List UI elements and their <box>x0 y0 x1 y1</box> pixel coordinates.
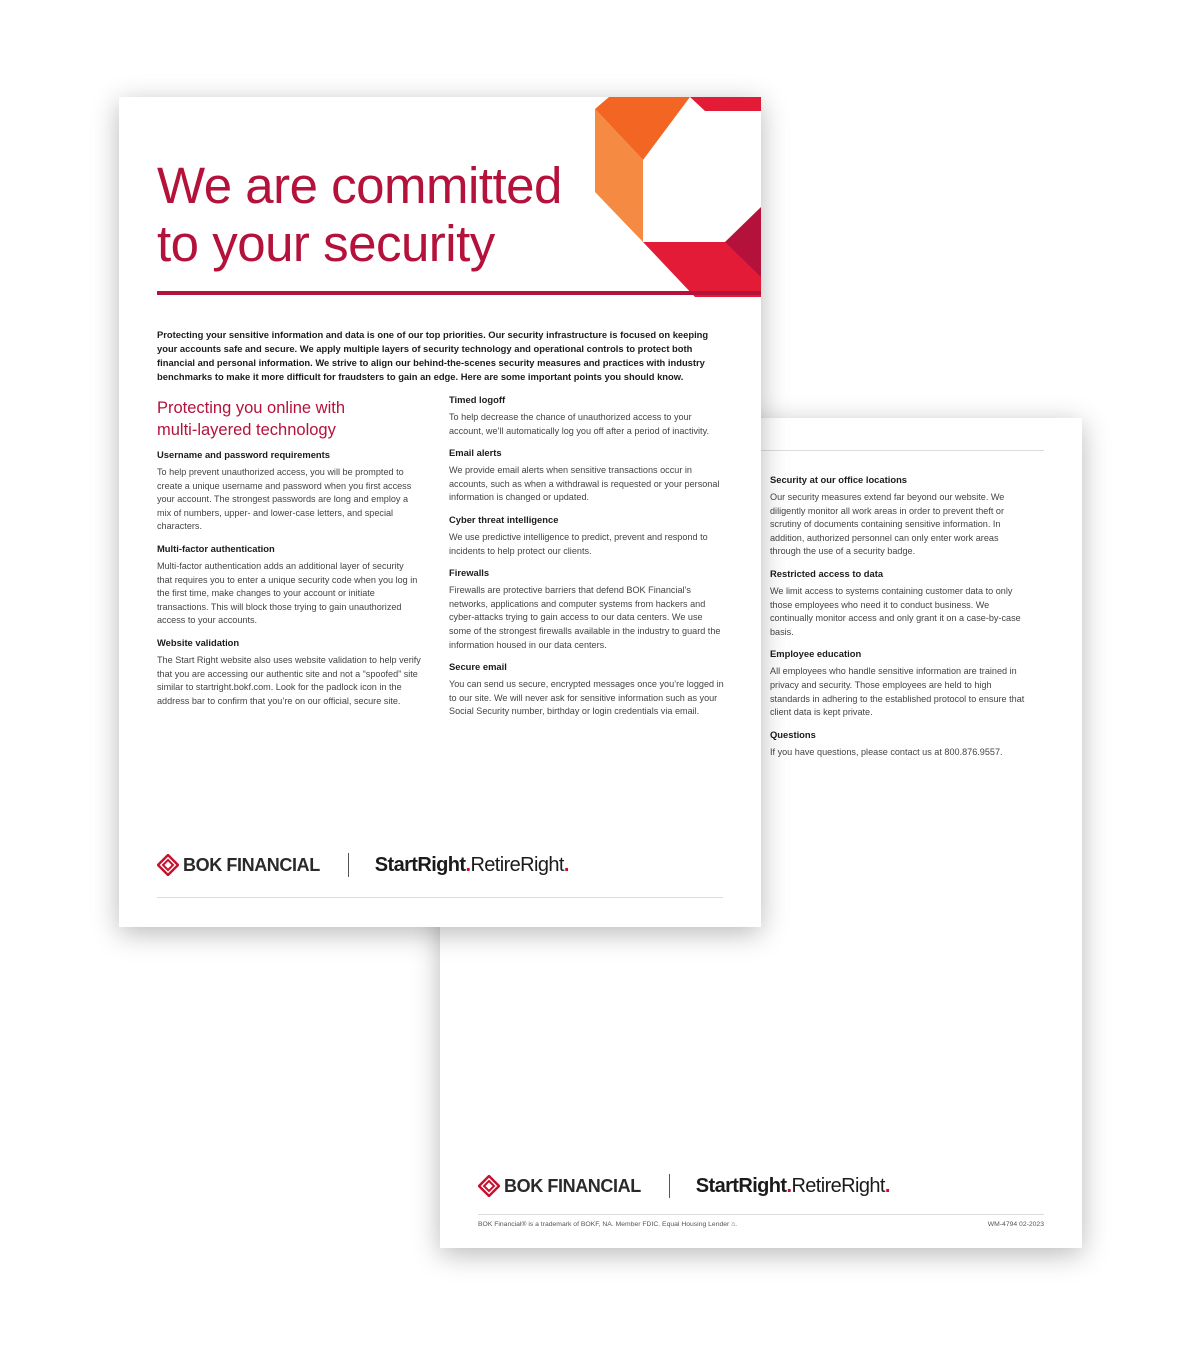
section-subhead <box>157 397 421 441</box>
section-heading: Firewalls <box>449 567 490 579</box>
section-body: We limit access to systems containing customer data to only those employees who need it to conduct business. We continually monitor access and only grant it on a case-by-case basis. <box>770 585 1021 637</box>
section-heading: Username and password requirements <box>157 449 330 460</box>
title-rule <box>157 291 761 295</box>
section-body: To help prevent unauthorized access, you will be prompted to create a unique username and password when you first access your account. The strongest passwords are long and employ a mix of numbers, upper- and lower-case letters, and special characters. <box>157 467 412 532</box>
section-heading: Email alerts <box>449 447 502 459</box>
legal-text: BOK Financial® is a trademark of BOKF, NA. Member FDIC. Equal Housing Lender ⌂. <box>478 1221 738 1228</box>
startright-text: StartRight <box>374 853 466 876</box>
section-username-password <box>157 449 421 534</box>
retireright-text: RetireRight <box>791 1174 885 1197</box>
section-office-security <box>770 474 1030 559</box>
section-heading: Timed logoff <box>449 394 506 405</box>
bok-financial-wordmark: BOK FINANCIAL <box>183 854 320 875</box>
right-column <box>449 394 725 728</box>
footer-rule <box>478 1214 1044 1215</box>
wordmark-dot: . <box>786 1174 792 1197</box>
section-body: Our security measures extend far beyond our website. We diligently monitor all work areas in order to prevent theft or scrutiny of documents containing sensitive information. In addition, authorized personnel can only enter work areas through the use of a security badge. <box>770 492 1005 557</box>
subhead-line: Protecting you online with <box>157 399 346 417</box>
section-firewalls <box>449 567 725 652</box>
title-line: We are committed <box>157 157 562 214</box>
logo-divider <box>669 1174 670 1198</box>
section-body: Multi-factor authentication adds an additional layer of security that requires you to enter a unique security code when you log in the first time, make changes to your account or initiate transactions. This will block those trying to gain unauthorized access to your accounts. <box>157 560 418 626</box>
logo-divider <box>348 853 349 877</box>
section-heading: Website validation <box>157 636 240 648</box>
section-body: You can send us secure, encrypted messages once you’re logged in to our site. We will never ask for sensitive information such as your Social Security number, birthday or login credentials via email. <box>449 679 724 717</box>
section-heading: Cyber threat intelligence <box>449 513 559 525</box>
back-column <box>770 474 1030 768</box>
section-body: We use predictive intelligence to predict, prevent and respond to incidents to help protect our clients. <box>449 531 708 556</box>
footer-rule <box>157 897 723 898</box>
page-title <box>157 157 617 273</box>
wordmark-dot: . <box>563 853 569 876</box>
front-logo-bar <box>157 853 569 877</box>
startright-retireright-wordmark <box>696 1175 890 1198</box>
section-body: If you have questions, please contact us at 800.876.9557. <box>770 746 1003 757</box>
startright-text: StartRight <box>695 1174 787 1197</box>
section-website-validation <box>157 637 421 708</box>
front-page <box>119 97 761 927</box>
section-questions <box>770 729 1030 760</box>
wordmark-dot: . <box>465 853 471 876</box>
wordmark-dot: . <box>884 1174 890 1197</box>
section-body: We provide email alerts when sensitive transactions occur in accounts, such as when a withdrawal is requested or your personal information is changed or updated. <box>449 465 720 503</box>
corner-decoration-graphic <box>595 97 761 297</box>
section-heading: Employee education <box>770 648 862 660</box>
section-cyber-threat <box>449 514 725 558</box>
section-heading: Multi-factor authentication <box>157 542 275 554</box>
document-code: WM-4794 02-2023 <box>987 1221 1044 1228</box>
retireright-text: RetireRight <box>470 853 564 876</box>
section-restricted-access <box>770 568 1030 639</box>
section-heading: Secure email <box>449 661 507 673</box>
section-body: Firewalls are protective barriers that defend BOK Financial’s networks, applications and computer systems from hackers and cyber-attacks trying to gain access to our data centers. We use some of the strongest firewalls available in the industry to guard the information housed in our data centers. <box>449 585 721 650</box>
section-body: All employees who handle sensitive information are trained in privacy and security. Those employees are held to high standards in adhering to the established protocol to ensure that client data is kept private. <box>770 666 1025 718</box>
section-timed-logoff <box>449 394 725 438</box>
section-email-alerts <box>449 447 725 505</box>
section-body: To help decrease the chance of unauthorized access to your account, we’ll automatically log you off after a period of inactivity. <box>449 412 709 436</box>
section-heading: Security at our office locations <box>770 474 908 485</box>
section-secure-email <box>449 661 725 719</box>
bok-financial-wordmark: BOK FINANCIAL <box>504 1175 641 1196</box>
bok-financial-logo-icon <box>157 854 179 876</box>
title-line: to your security <box>157 215 495 272</box>
bok-financial-logo-icon <box>478 1175 500 1197</box>
section-heading: Questions <box>770 728 816 740</box>
section-body: The Start Right website also uses website validation to help verify that you are accessing our authentic site and not a “spoofed” site similar to startright.bokf.com. Look for the padlock icon in the address bar to confirm that you’re on our official, secure site. <box>157 654 421 706</box>
intro-paragraph: Protecting your sensitive information and data is one of our top priorities. Our security infrastructure is focused on keeping your accounts safe and secure. We apply multiple layers of security technology and operational controls to protect both financial and personal information. We strive to align our behind-the-scenes security measures and practices with industry benchmarks to make it more difficult for fraudsters to gain an edge. Here are some important points you should know. <box>157 329 709 382</box>
subhead-line: multi-layered technology <box>157 421 336 439</box>
left-column <box>157 397 421 717</box>
startright-retireright-wordmark <box>375 854 569 877</box>
section-heading: Restricted access to data <box>770 567 884 579</box>
section-mfa <box>157 543 421 628</box>
back-logo-bar <box>478 1174 890 1198</box>
section-employee-education <box>770 648 1030 719</box>
